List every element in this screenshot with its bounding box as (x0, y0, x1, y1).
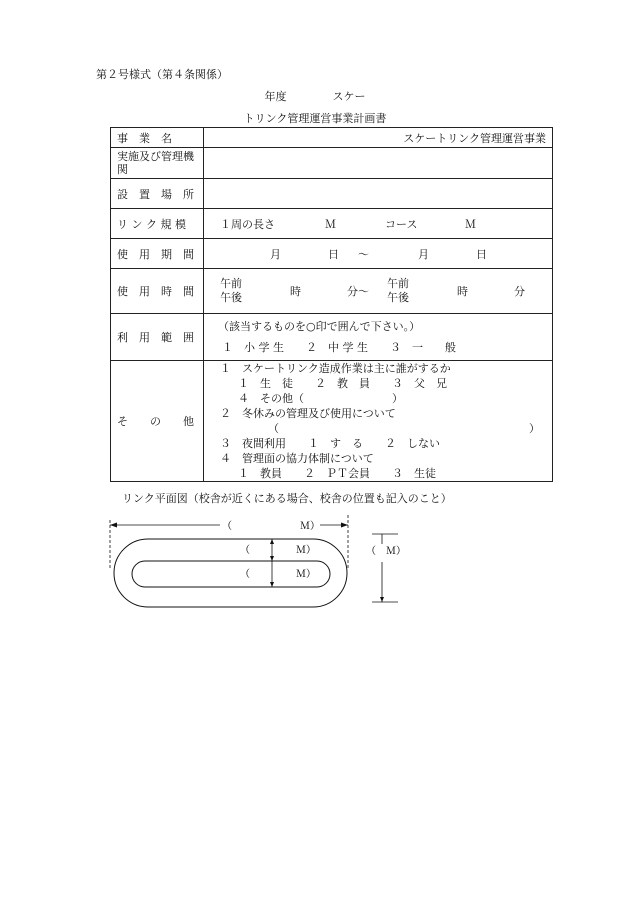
mid-label-unit: Ｍ） (296, 545, 316, 556)
time-hour2: 時 (457, 285, 468, 298)
time-label: 使 用 時 間 (111, 269, 204, 314)
q4-text: ４ 管理面の協力体制について (220, 452, 374, 465)
lap-unit: Ｍ (325, 217, 336, 231)
organization-field[interactable] (204, 148, 553, 179)
document-title-line1 (0, 88, 630, 104)
period-label: 使 用 期 間 (111, 239, 204, 269)
rink-size-label: リ ン ク 規 模 (111, 209, 204, 239)
row-period (111, 239, 553, 269)
time-min1: 分～ (347, 285, 369, 298)
inner-label-unit: Ｍ） (296, 569, 316, 580)
document-title-line2: トリンク管理運営事業計画書 (243, 112, 387, 125)
title-year: 年度 (264, 90, 287, 103)
row-project-name (111, 128, 553, 148)
period-field[interactable] (204, 239, 553, 269)
organization-label: 実施及び管理機関 (111, 148, 204, 179)
form-number: 第２号様式（第４条関係） (96, 68, 228, 81)
rink-plan-figure (100, 510, 420, 610)
scope-options[interactable]: １ 小 学 生 ２ 中 学 生 ３ 一 般 (222, 341, 456, 354)
other-field[interactable] (204, 361, 553, 482)
location-field[interactable] (204, 179, 553, 209)
top-label-unit: Ｍ） (300, 521, 320, 532)
rink-size-field[interactable] (204, 209, 553, 239)
side-label: （ Ｍ） (366, 546, 406, 557)
time-ampm2: 午前 午後 (387, 277, 409, 304)
project-name-label: 事 業 名 (111, 128, 204, 148)
course-unit: Ｍ (465, 217, 476, 231)
q3-text[interactable]: ３ 夜間利用 １ す る ２ しない (220, 437, 440, 450)
q2-answer[interactable]: （ ） (268, 422, 540, 435)
top-arrow-right-icon (341, 523, 348, 528)
row-time (111, 269, 553, 314)
top-arrow-left-icon (110, 523, 117, 528)
scope-instruction: （該当するものを○印で囲んで下さい。） (218, 320, 421, 333)
time-field[interactable] (204, 269, 553, 314)
side-arrow-down-icon (380, 597, 384, 602)
q1-other[interactable]: ４ その他（ ） (238, 392, 403, 405)
mid-arrow-down-icon (270, 556, 274, 561)
scope-label: 利 用 範 囲 (111, 314, 204, 361)
lap-length-label: １周の長さ (220, 217, 275, 231)
scope-field[interactable] (204, 314, 553, 361)
row-location (111, 179, 553, 209)
inner-arrow-down-icon (270, 582, 274, 587)
q4-options[interactable]: １ 教員 ２ ＰＴ会員 ３ 生徒 (238, 467, 436, 480)
period-day1: 日 (328, 247, 339, 261)
row-other (111, 361, 553, 482)
q1-text: １ スケートリンク造成作業は主に誰がするか (220, 362, 451, 375)
figure-caption: リンク平面図（校舎が近くにある場合、校舎の位置も記入のこと） (122, 492, 452, 505)
location-label: 設 置 場 所 (111, 179, 204, 209)
period-day2: 日 (476, 247, 487, 261)
plan-table (110, 127, 553, 482)
period-month2: 月 (418, 247, 429, 261)
other-label: そ の 他 (111, 361, 204, 482)
row-scope (111, 314, 553, 361)
time-hour1: 時 (290, 285, 301, 298)
row-rink-size (111, 209, 553, 239)
period-month1: 月 (270, 247, 281, 261)
top-label-open: （ (222, 521, 232, 532)
period-tilde: ～ (358, 247, 369, 261)
mid-label-open: （ (240, 545, 250, 556)
time-min2: 分 (514, 285, 525, 298)
time-ampm1: 午前 午後 (220, 277, 242, 304)
inner-label-open: （ (240, 569, 250, 580)
title-ske: スケー (332, 90, 366, 103)
course-label: コース (385, 217, 418, 231)
q2-text: ２ 冬休みの管理及び使用について (220, 407, 396, 420)
project-name-value[interactable]: スケートリンク管理運営事業 (204, 128, 553, 148)
mid-arrow-up-icon (270, 539, 274, 544)
q1-options[interactable]: １ 生 徒 ２ 教 員 ３ 父 兄 (238, 377, 447, 390)
row-organization (111, 148, 553, 179)
